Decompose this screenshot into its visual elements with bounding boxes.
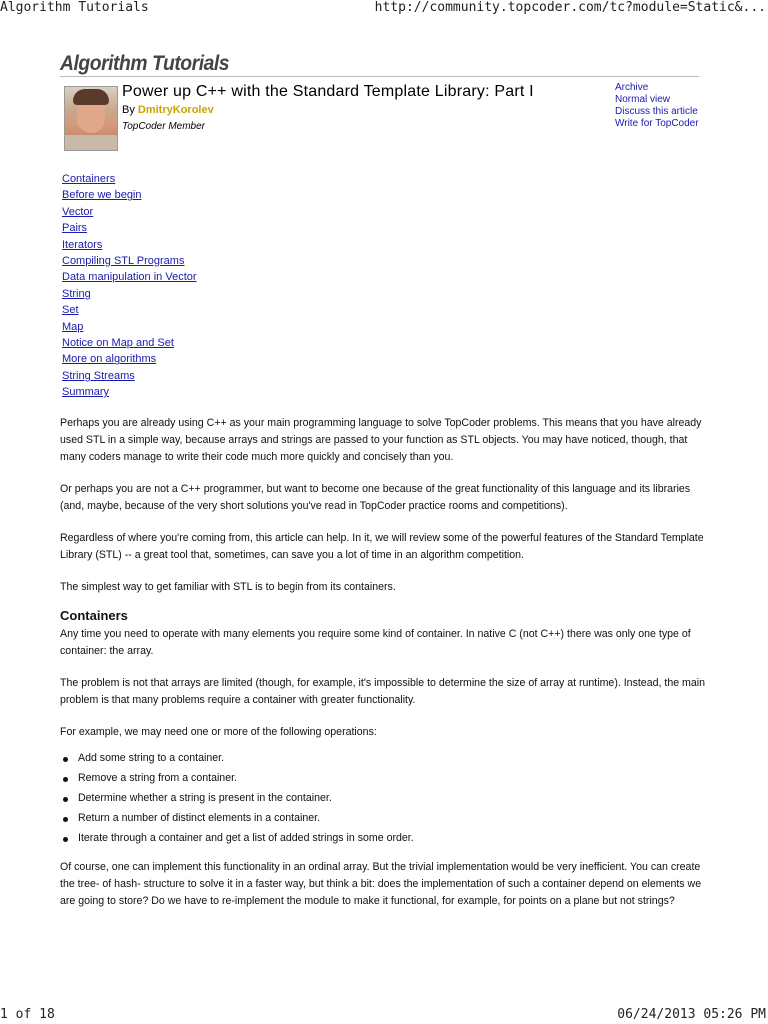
- toc-link-pairs[interactable]: Pairs: [62, 222, 88, 235]
- list-item-text: Determine whether a string is present in the container.: [78, 792, 332, 804]
- intro-paragraph: The simplest way to get familiar with STL is to begin from its containers.: [60, 581, 396, 593]
- toc-link-compiling-stl[interactable]: Compiling STL Programs: [62, 255, 185, 268]
- bullet-icon: [63, 777, 68, 782]
- toc-link-summary[interactable]: Summary: [62, 386, 110, 399]
- containers-heading: Containers: [60, 608, 128, 623]
- list-item-text: Remove a string from a container.: [78, 772, 237, 784]
- article-body: [60, 415, 705, 925]
- toc-link-string[interactable]: String: [62, 287, 91, 300]
- list-item: [78, 830, 705, 847]
- discuss-article-link[interactable]: Discuss this article: [615, 106, 698, 117]
- containers-paragraph: For example, we may need one or more of the following operations:: [60, 726, 377, 738]
- print-header: [0, 0, 768, 16]
- toc-link-before-we-begin[interactable]: Before we begin: [62, 189, 142, 202]
- write-for-topcoder-link[interactable]: Write for TopCoder: [615, 118, 699, 129]
- author-role: TopCoder Member: [122, 121, 206, 132]
- toc-link-data-manipulation[interactable]: Data manipulation in Vector: [62, 271, 197, 284]
- toc-link-more-algorithms[interactable]: More on algorithms: [62, 353, 157, 366]
- list-item-text: Return a number of distinct elements in a container.: [78, 812, 321, 824]
- bullet-icon: [63, 837, 68, 842]
- operations-list: [60, 750, 705, 847]
- intro-paragraph: Regardless of where you're coming from, this article can help. In it, we will review some of the powerful features of the Standard Template Library (STL) -- a great tool that, sometimes, can save you a lot of time in an algorithm competition.: [60, 532, 704, 561]
- section-title: Algorithm Tutorials: [60, 52, 230, 75]
- toc-link-vector[interactable]: Vector: [62, 205, 94, 218]
- closing-paragraph: Of course, one can implement this functionality in an ordinal array. But the trivial implementation would be very inefficient. You can create the tree- of hash- structure to solve it in a faster way, but think a bit: does the implementation of such a container depend on elements we are going to store? Do we have to re-implement the module to make it functional, for example, for points on a plane but not strings?: [60, 861, 702, 907]
- byline: [122, 104, 214, 116]
- list-item: [78, 770, 705, 787]
- intro-paragraph: Perhaps you are already using C++ as your main programming language to solve TopCoder problems. This means that you have already used STL in a simple way, because arrays and strings are passed to your function as STL objects. You may have noticed, though, that many coders manage to write their code much more quickly and concisely than you.: [60, 417, 702, 463]
- normal-view-link[interactable]: Normal view: [615, 94, 671, 105]
- list-item: [78, 790, 705, 807]
- containers-paragraph: Any time you need to operate with many elements you require some kind of container. In native C (not C++) there was only one type of container: the array.: [60, 628, 691, 657]
- toc-link-notice-map-set[interactable]: Notice on Map and Set: [62, 337, 174, 350]
- list-item-text: Iterate through a container and get a list of added strings in some order.: [78, 832, 414, 844]
- toc-link-set[interactable]: Set: [62, 304, 79, 317]
- toc-link-containers[interactable]: Containers: [62, 173, 116, 185]
- author-link[interactable]: DmitryKorolev: [137, 104, 214, 116]
- bullet-icon: [63, 817, 68, 822]
- print-timestamp: 06/24/2013 05:26 PM: [617, 1007, 766, 1022]
- toc-link-map[interactable]: Map: [62, 320, 84, 333]
- print-header-url: http://community.topcoder.com/tc?module=Static&...: [374, 0, 766, 15]
- toc-link-iterators[interactable]: Iterators: [62, 238, 103, 251]
- author-photo: [64, 86, 118, 151]
- list-item: [78, 750, 705, 767]
- bullet-icon: [63, 797, 68, 802]
- byline-prefix: By: [122, 104, 135, 116]
- archive-link[interactable]: Archive: [615, 82, 649, 93]
- title-divider: [60, 76, 699, 77]
- page-count: 1 of 18: [0, 1007, 55, 1022]
- article-side-links: [615, 82, 699, 130]
- table-of-contents: [62, 171, 197, 401]
- bullet-icon: [63, 757, 68, 762]
- article-title: Power up C++ with the Standard Template Library: Part I: [122, 83, 534, 100]
- print-header-title: Algorithm Tutorials: [0, 0, 149, 15]
- print-footer: [0, 1006, 768, 1024]
- toc-link-string-streams[interactable]: String Streams: [62, 369, 135, 382]
- intro-paragraph: Or perhaps you are not a C++ programmer, but want to become one because of the great functionality of this language and its libraries (and, maybe, because of the very short solutions you've read in TopCoder practice rooms and competitions).: [60, 483, 691, 512]
- containers-paragraph: The problem is not that arrays are limited (though, for example, it's impossible to determine the size of array at runtime). Instead, the main problem is that many problems require a container with greater functionality.: [60, 677, 706, 706]
- list-item-text: Add some string to a container.: [78, 752, 225, 764]
- list-item: [78, 810, 705, 827]
